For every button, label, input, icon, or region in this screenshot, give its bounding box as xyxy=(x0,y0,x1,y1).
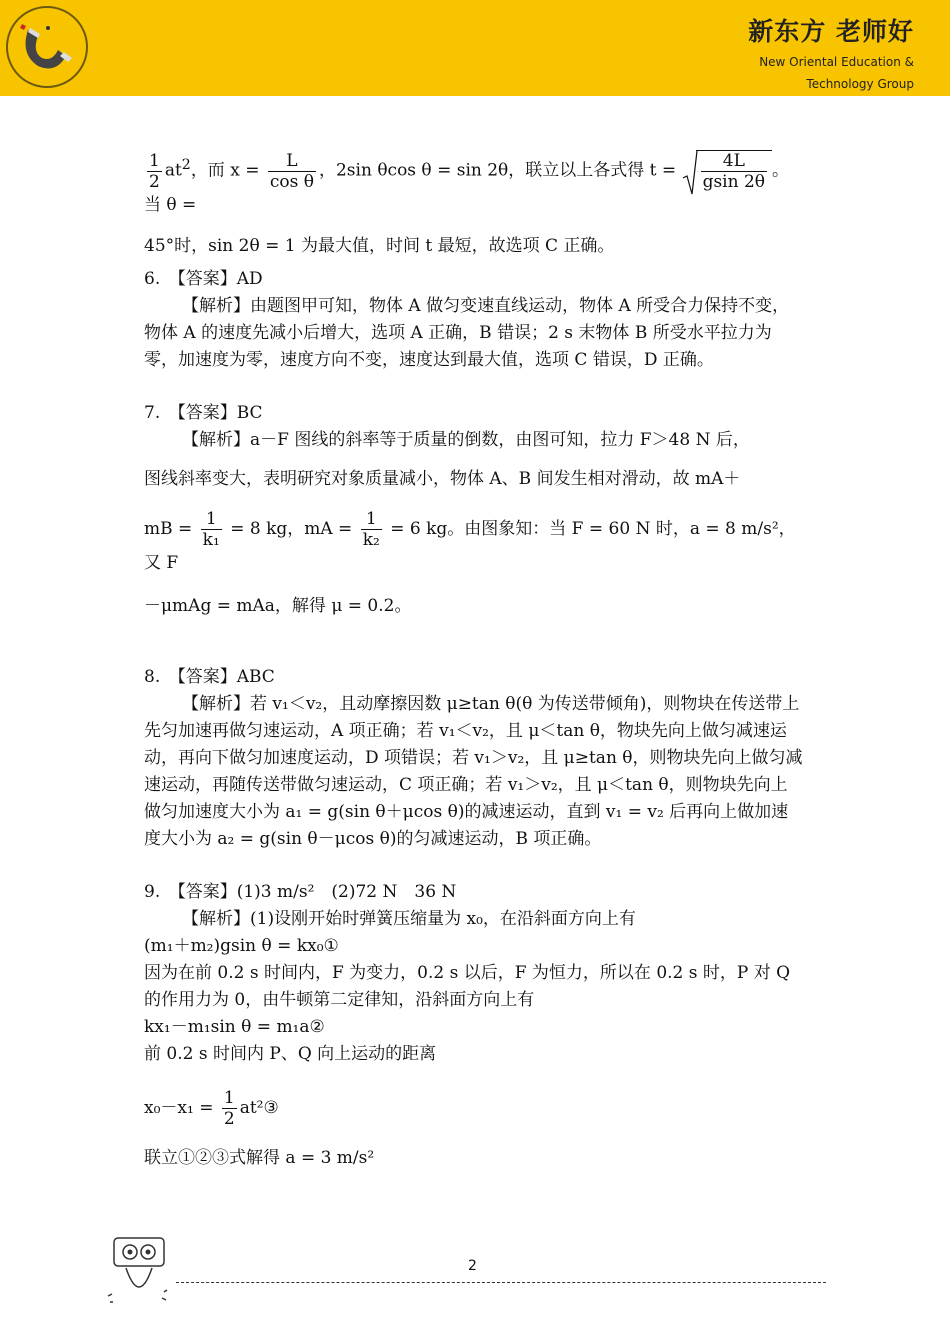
fraction-k2 xyxy=(361,509,382,550)
owl-mascot-icon xyxy=(104,1236,174,1310)
q7-line3 xyxy=(144,509,804,577)
q9-line2: (m₁＋m₂)gsin θ = kx₀① xyxy=(144,936,339,956)
fraction-half-q9 xyxy=(222,1088,237,1129)
q9-text-b: at²③ xyxy=(239,1098,279,1118)
frac-num: 4L xyxy=(701,151,767,172)
q9-line5: 前 0.2 s 时间内 P、Q 向上运动的距离 xyxy=(144,1044,437,1064)
frac-den: gsin 2θ xyxy=(702,172,766,192)
q5-text-d: 。当 θ = xyxy=(144,160,790,215)
frac-num: 1 xyxy=(149,150,160,171)
footer-divider xyxy=(176,1282,826,1283)
frac-den: 2 xyxy=(223,1109,235,1129)
q9-line4: kx₁－m₁sin θ = m₁a② xyxy=(144,1017,325,1037)
frac-den: k₂ xyxy=(362,530,380,550)
frac-num: 1 xyxy=(201,509,222,530)
q9-head: 9. 【答案】(1)3 m/s² (2)72 N 36 N xyxy=(144,882,457,902)
q7-line1: 【解析】a－F 图线的斜率等于质量的倒数，由图可知，拉力 F＞48 N 后， xyxy=(182,430,750,450)
answer-content xyxy=(144,150,804,1172)
q7-head: 7. 【答案】BC xyxy=(144,403,263,423)
magnet-mascot-icon xyxy=(8,8,86,86)
fraction-x xyxy=(268,151,316,192)
q5-text-b: ，而 x = xyxy=(190,160,265,181)
brand-name-en-2: Technology Group xyxy=(806,77,914,91)
q9-line7: 联立①②③式解得 a = 3 m/s² xyxy=(144,1148,375,1168)
brand-block xyxy=(748,12,914,92)
frac-num: 1 xyxy=(223,1088,235,1108)
brand-name-en-1: New Oriental Education & xyxy=(759,55,914,69)
brand-name-cn: 新东方 老师好 xyxy=(748,17,914,46)
frac-den: k₁ xyxy=(202,530,220,550)
q7-text-a: mB = xyxy=(144,519,198,539)
q8-body: 【解析】若 v₁＜v₂，且动摩擦因数 μ≥tan θ(θ 为传送带倾角)，则物块在传送带上先匀加速再做匀速运动，A 项正确；若 v₁＜v₂，且 μ＜tan θ，物块先向上做匀减速运动，再向下做匀加速度运动，D 项错误；若 v₁＞v₂，且 μ≥tan θ，则物块先向上做匀减速运动，再随传送带做匀速运动，C 项正确；若 v₁＞v₂，且 μ＜tan θ，则物块先向上做匀加速度大小为 a₁ = g(sin θ＋μcos θ)的减速运动，直到 v₁ = v₂ 后再向上做加速度大小为 a₂ = g(sin θ－μcos θ)的匀减速运动，B 项正确。 xyxy=(144,694,803,849)
q9-line1: 【解析】(1)设刚开始时弹簧压缩量为 x₀，在沿斜面方向上有 xyxy=(182,909,636,929)
q6-body: 【解析】由题图甲可知，物体 A 做匀变速直线运动，物体 A 所受合力保持不变，物体 A 的速度先减小后增大，选项 A 正确，B 错误；2 s 末物体 B 所受水平拉力为零，加速度为零，速度方向不变，速度达到最大值，选项 C 错误，D 正确。 xyxy=(144,296,790,370)
sqrt-expression xyxy=(682,150,772,192)
q5-text-a: at xyxy=(164,160,182,181)
q6-head: 6. 【答案】AD xyxy=(144,269,263,289)
fraction-half xyxy=(147,151,162,192)
q5-line2: 45°时，sin 2θ = 1 为最大值，时间 t 最短，故选项 C 正确。 xyxy=(144,236,615,256)
q9-line3: 因为在前 0.2 s 时间内，F 为变力，0.2 s 以后，F 为恒力，所以在 0.2 s 时，P 对 Q 的作用力为 0，由牛顿第二定律知，沿斜面方向上有 xyxy=(144,963,791,1010)
q5-text-c: ，2sin θcos θ = sin 2θ，联立以上各式得 t = xyxy=(318,160,682,181)
page-number: 2 xyxy=(468,1258,477,1274)
q5-line1: $\frac{1}{2}$ $at^2$，而 x = $\frac{L}{\text{cos θ}}$ ，2sin θcos θ = sin 2θ，联立以上各式得 t = $\frac{4L}{gsin 2\theta}$ 。当 θ = xyxy=(144,150,790,215)
frac-den: 2 xyxy=(149,171,160,192)
brand-logo xyxy=(6,6,88,88)
q9-line6 xyxy=(144,1088,804,1129)
q9-text-a: x₀－x₁ = xyxy=(144,1098,219,1118)
fraction-sqrt xyxy=(701,151,767,192)
q7-line2: 图线斜率变大，表明研究对象质量减小，物体 A、B 间发生相对滑动，故 mA＋ xyxy=(144,469,741,489)
frac-num: L xyxy=(268,151,316,172)
frac-num: 1 xyxy=(361,509,382,530)
page-header xyxy=(0,0,950,96)
q7-text-b: = 8 kg，mA = xyxy=(224,519,358,539)
q7-text-c: = 6 kg。由图象知：当 F = 60 N 时，a = 8 m/s²，又 F xyxy=(144,519,796,573)
fraction-k1 xyxy=(201,509,222,550)
q7-line4: －μmAg = mAa，解得 μ = 0.2。 xyxy=(144,596,412,616)
q8-head: 8. 【答案】ABC xyxy=(144,667,275,687)
frac-den: cos θ xyxy=(269,171,314,192)
radical-sign-icon xyxy=(682,150,698,196)
